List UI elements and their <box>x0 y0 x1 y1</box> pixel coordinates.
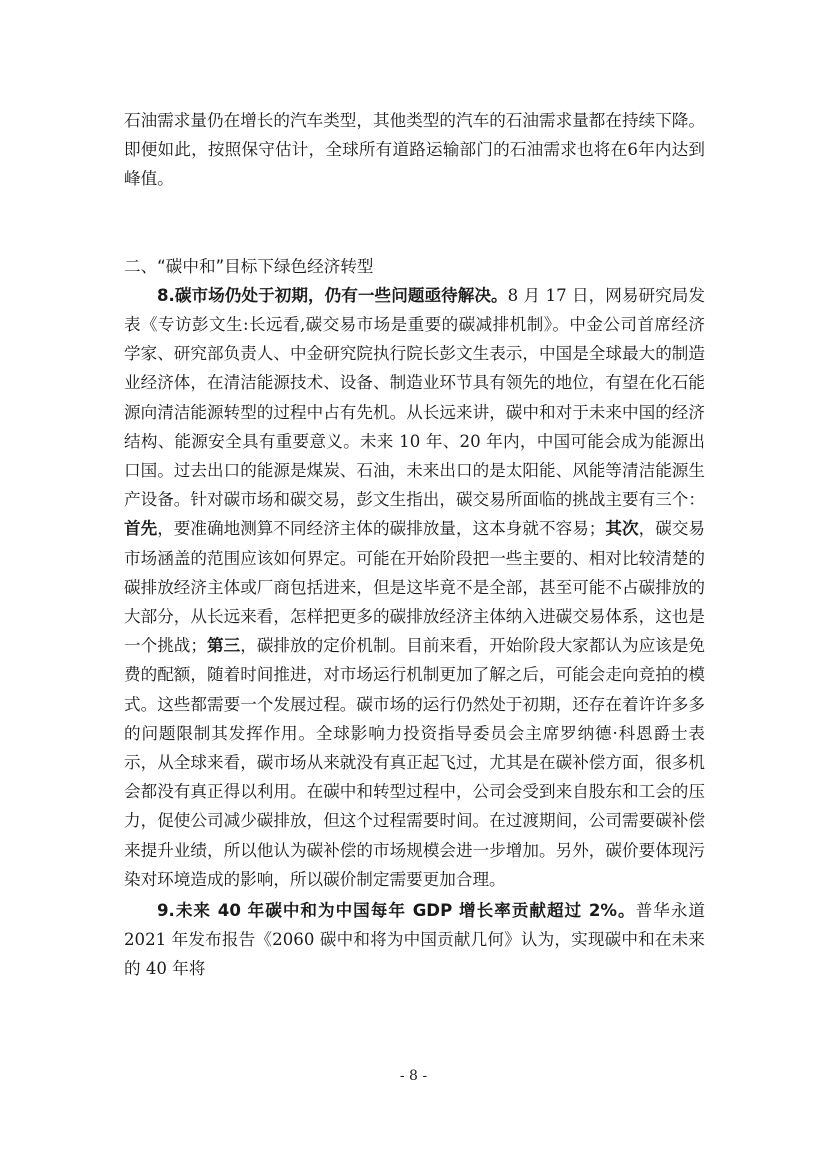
paragraph-text: ，碳交易市场涵盖的范围应该如何界定。可能在开始阶段把一些主要的、相对比较清楚的碳排放经济主体或厂商包括进来，但是这毕竟不是全部，甚至可能不占碳排放的大部分，从长远来看，怎样把更多的碳排放经济主体纳入进碳交易体系，这也是一个挑战； <box>124 519 706 656</box>
paragraph-carbon-market <box>124 281 705 894</box>
page-body <box>124 106 705 984</box>
paragraph-lead-8: 8.碳市场仍处于初期，仍有一些问题亟待解决。 <box>157 285 508 305</box>
paragraph-text: ，要准确地测算不同经济主体的碳排放量，这本身就不容易； <box>157 519 606 539</box>
keyword-first: 首先 <box>124 519 158 539</box>
page-number: - 8 - <box>399 1068 428 1084</box>
paragraph-text: 8 月 17 日，网易研究局发表《专访彭文生:长远看,碳交易市场是重要的碳减排机制》。中金公司首席经济学家、研究部负责人、中金研究院执行院长彭文生表示，中国是全球最大的制造业经济体，在清洁能源技术、设备、制造业环节具有领先的地位，有望在化石能源向清洁能源转型的过程中占有先机。从长远来讲，碳中和对于未来中国的经济结构、能源安全具有重要意义。未来 10 年、20 年内，中国可能会成为能源出口国。过去出口的能源是煤炭、石油，未来出口的是太阳能、风能等清洁能源生产设备。针对碳市场和碳交易，彭文生指出，碳交易所面临的挑战主要有三个： <box>124 285 706 510</box>
keyword-third: 第三 <box>207 636 241 656</box>
paragraph-text: ，碳排放的定价机制。目前来看，开始阶段大家都认为应该是免费的配额，随着时间推进，对市场运行机制更加了解之后，可能会走向竞拍的模式。这些都需要一个发展过程。碳市场的运行仍然处于初期，还存在着许许多多的问题限制其发挥作用。全球影响力投资指导委员会主席罗纳德·科恩爵士表示，从全球来看，碳市场从来就没有真正起飞过，尤其是在碳补偿方面，很多机会都没有真正得以利用。在碳中和转型过程中，公司会受到来自股东和工会的压力，促使公司减少碳排放，但这个过程需要时间。在过渡期间，公司需要碳补偿来提升业绩，所以他认为碳补偿的市场规模会进一步增加。另外，碳价要体现污染对环境造成的影响，所以碳价制定需要更加合理。 <box>124 636 706 889</box>
keyword-second: 其次 <box>605 519 639 539</box>
paragraph-lead-9: 9.未来 40 年碳中和为中国每年 GDP 增长率贡献超过 2%。 <box>157 901 636 921</box>
paragraph-oil-demand: 石油需求量仍在增长的汽车类型，其他类型的汽车的石油需求量都在持续下降。即便如此，按照保守估计，全球所有道路运输部门的石油需求也将在6年内达到峰值。 <box>124 111 705 189</box>
paragraph-text: 普华永道 2021 年发布报告《2060 碳中和将为中国贡献几何》认为，实现碳中和在未来的 40 年将 <box>124 901 705 979</box>
section-heading: 二、“碳中和”目标下绿色经济转型 <box>124 256 374 276</box>
paragraph-gdp-contribution <box>124 896 705 984</box>
